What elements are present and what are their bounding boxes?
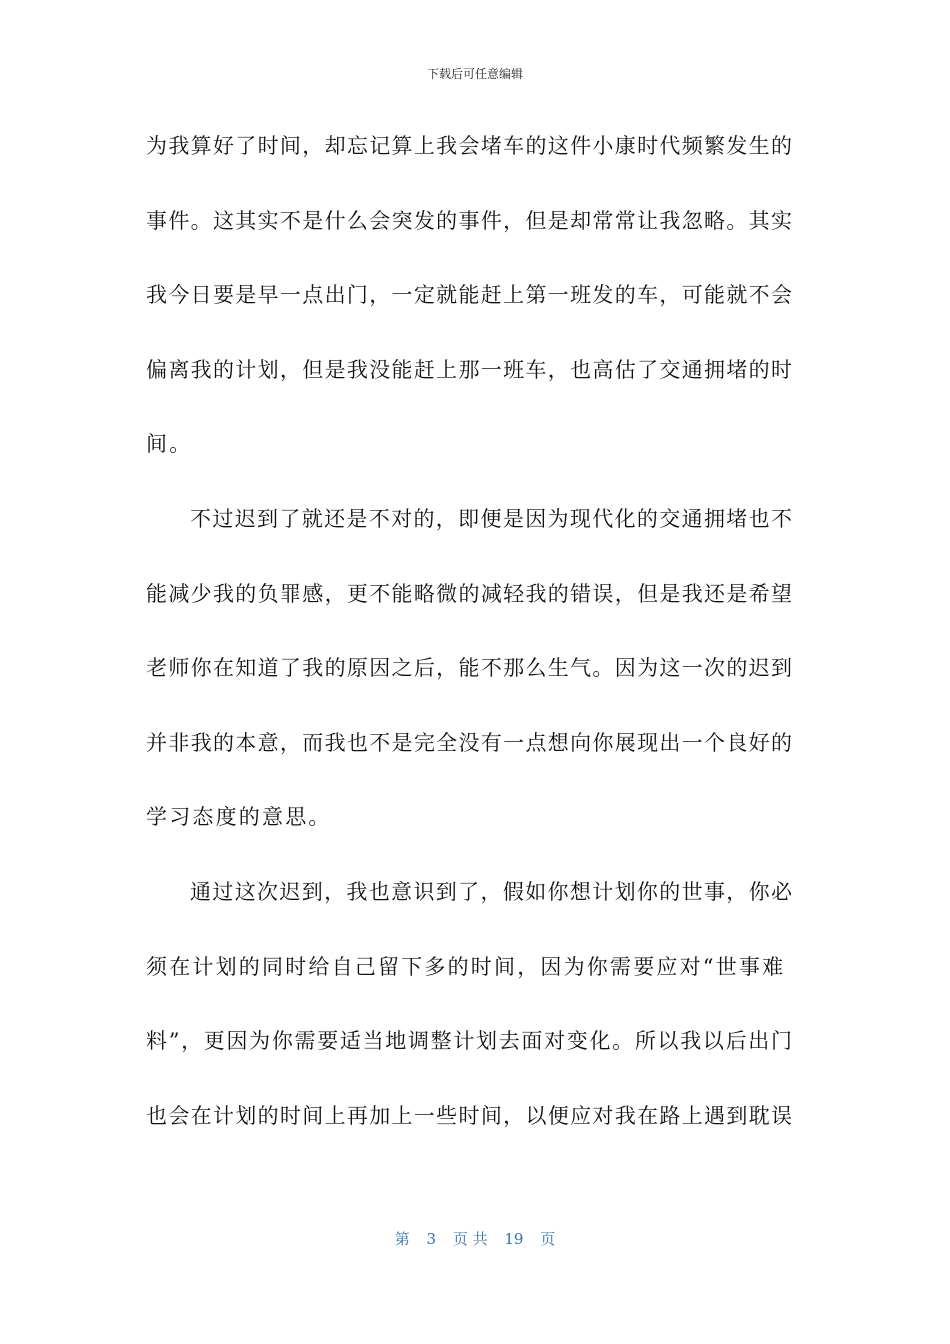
page-header: 下载后可任意编辑 (426, 67, 523, 81)
footer-prefix: 第 (394, 1230, 410, 1248)
text-line: 并非我的本意，而我也不是完全没有一点想向你展现出一个良好的 (146, 730, 792, 755)
document-body (146, 127, 792, 1171)
paragraph-first-line: 不过迟到了就还是不对的，即便是因为现代化的交通拥堵也不 (190, 506, 792, 531)
text-line: 为我算好了时间，却忘记算上我会堵车的这件小康时代频繁发生的 (146, 134, 792, 158)
text-line: 老师你在知道了我的原因之后，能不那么生气。因为这一次的迟到 (146, 656, 792, 681)
text-line: 偏离我的计划，但是我没能赶上那一班车，也高估了交通拥堵的时 (146, 357, 792, 382)
text-line: 能减少我的负罪感，更不能略微的减轻我的错误，但是我还是希望 (146, 581, 792, 606)
paragraph-first-line: 通过这次迟到，我也意识到了，假如你想计划你的世事，你必 (190, 879, 792, 904)
text-line: 间。 (146, 432, 193, 457)
text-line: 也会在计划的时间上再加上一些时间，以便应对我在路上遇到耽误 (146, 1103, 792, 1128)
text-line: 事件。这其实不是什么会突发的事件，但是却常常让我忽略。其实 (146, 208, 792, 233)
current-page-number: 3 (426, 1230, 437, 1248)
text-line: 须在计划的同时给自己留下多的时间，因为你需要应对“世事难 (146, 954, 786, 979)
text-line: 学习态度的意思。 (146, 805, 332, 830)
footer-mid: 页 共 (452, 1230, 488, 1248)
text-line: 我今日要是早一点出门，一定就能赶上第一班发的车，可能就不会 (146, 283, 792, 308)
total-pages-number: 19 (504, 1230, 524, 1248)
text-line: 料”，更因为你需要适当地调整计划去面对变化。所以我以后出门 (146, 1029, 792, 1054)
page-footer (0, 1229, 950, 1249)
footer-suffix: 页 (540, 1230, 556, 1248)
